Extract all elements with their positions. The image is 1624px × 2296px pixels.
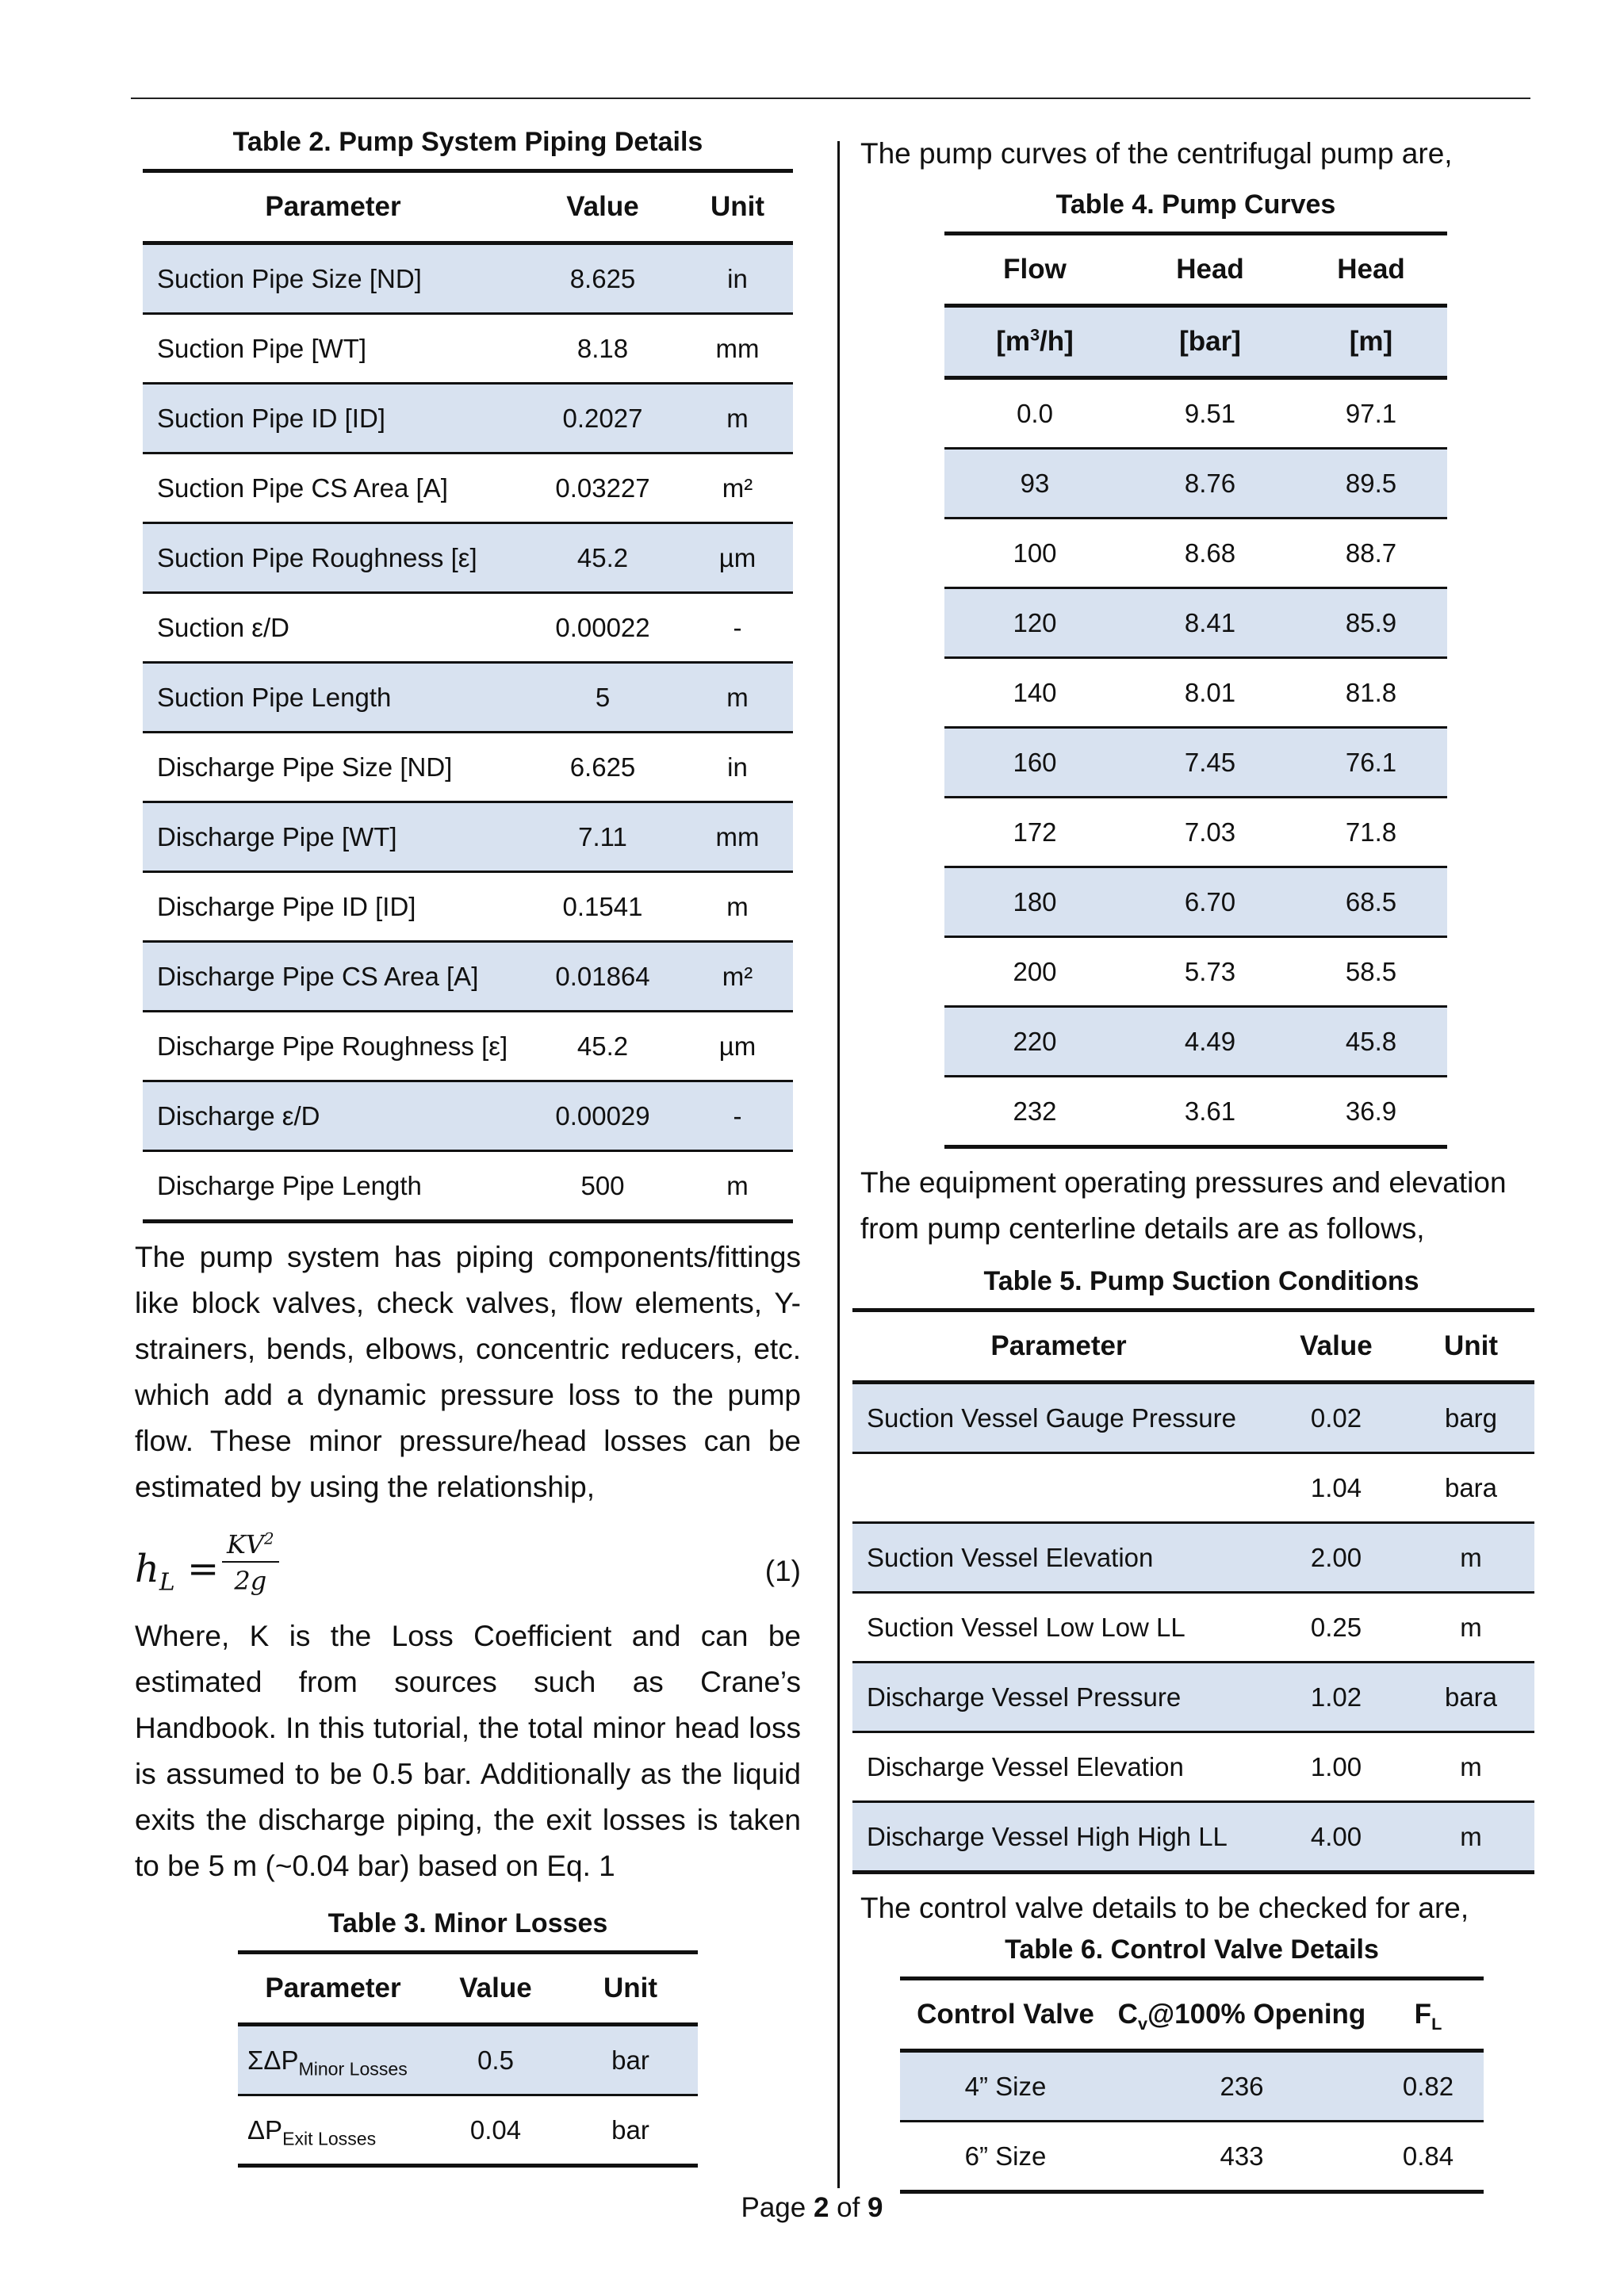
parameter-cell: Discharge Pipe [WT] bbox=[143, 802, 523, 872]
unit-cell: bar bbox=[563, 2025, 698, 2095]
head-m-cell: 58.5 bbox=[1295, 937, 1447, 1007]
value-cell: 1.04 bbox=[1265, 1453, 1408, 1523]
table-row bbox=[143, 663, 793, 733]
unit-cell: mm bbox=[682, 802, 793, 872]
unit-cell: in bbox=[682, 243, 793, 314]
table-row bbox=[143, 314, 793, 384]
table6-caption: Table 6. Control Valve Details bbox=[1005, 1934, 1379, 1965]
unit-cell: µm bbox=[682, 1012, 793, 1081]
head-bar-cell: 8.76 bbox=[1125, 449, 1295, 519]
unit-cell: m bbox=[682, 384, 793, 453]
value-cell: 0.01864 bbox=[523, 942, 682, 1012]
table2-header-parameter: Parameter bbox=[143, 171, 523, 243]
parameter-cell: Discharge Pipe Size [ND] bbox=[143, 733, 523, 802]
table4 bbox=[944, 232, 1447, 1149]
fl-cell: 0.82 bbox=[1373, 2051, 1484, 2122]
table-row bbox=[944, 728, 1447, 798]
table2-header-value: Value bbox=[523, 171, 682, 243]
value-cell: 0.03227 bbox=[523, 453, 682, 523]
value-cell: 1.02 bbox=[1265, 1663, 1408, 1732]
table-row bbox=[852, 1453, 1534, 1523]
table-row bbox=[944, 588, 1447, 658]
head-m-cell: 97.1 bbox=[1295, 378, 1447, 449]
value-cell: 0.00029 bbox=[523, 1081, 682, 1151]
equation-fraction: $\frac{KV^2}{2g}$ bbox=[222, 1529, 279, 1596]
left-column bbox=[135, 127, 801, 2168]
head-bar-cell: 3.61 bbox=[1125, 1077, 1295, 1147]
table4-unit-flow: $[m^3/h]$ bbox=[944, 306, 1125, 378]
table5-caption: Table 5. Pump Suction Conditions bbox=[983, 1266, 1419, 1296]
value-cell: 8.18 bbox=[523, 314, 682, 384]
table-row bbox=[944, 658, 1447, 728]
unit-cell: m bbox=[682, 872, 793, 942]
head-bar-cell: 8.41 bbox=[1125, 588, 1295, 658]
value-cell: 6.625 bbox=[523, 733, 682, 802]
equation-lhs: $h_L$ = bbox=[135, 1547, 220, 1597]
table6-header-cv: $C_v@100\%$ Opening bbox=[1111, 1979, 1373, 2051]
table6-header-control-valve: Control Valve bbox=[900, 1979, 1111, 2051]
flow-cell: 160 bbox=[944, 728, 1125, 798]
table-row bbox=[143, 593, 793, 663]
table2 bbox=[143, 169, 793, 1223]
paragraph-loss-coefficient: Where, K is the Loss Coefficient and can be estimated from sources such as Crane’s Handbook. In this tutorial, the total minor head loss is assumed to be 0.5 bar. Additionally as the liquid exits the discharge piping, the exit losses is taken to be 5 m (~0.04 bar) based on Eq. 1 bbox=[135, 1620, 801, 1882]
unit-cell: m bbox=[1408, 1593, 1534, 1663]
unit-cell: m² bbox=[682, 942, 793, 1012]
value-cell: 4.00 bbox=[1265, 1802, 1408, 1873]
parameter-cell: Suction Vessel Elevation bbox=[852, 1523, 1265, 1593]
table3-header-value: Value bbox=[428, 1953, 563, 2025]
table-row bbox=[143, 384, 793, 453]
value-cell: 45.2 bbox=[523, 523, 682, 593]
table-row bbox=[944, 449, 1447, 519]
value-cell: 0.1541 bbox=[523, 872, 682, 942]
table5-header-value: Value bbox=[1265, 1311, 1408, 1383]
value-cell: 45.2 bbox=[523, 1012, 682, 1081]
head-bar-cell: 8.01 bbox=[1125, 658, 1295, 728]
table-row bbox=[944, 378, 1447, 449]
table-row bbox=[143, 942, 793, 1012]
parameter-cell: Discharge Pipe Roughness [ε] bbox=[143, 1012, 523, 1081]
flow-cell: 0.0 bbox=[944, 378, 1125, 449]
head-bar-cell: 8.68 bbox=[1125, 519, 1295, 588]
equation-number: (1) bbox=[764, 1555, 801, 1587]
table4-unit-m: [m] bbox=[1295, 306, 1447, 378]
table-row bbox=[143, 523, 793, 593]
size-cell: 4” Size bbox=[900, 2051, 1111, 2122]
header-rule bbox=[131, 98, 1530, 99]
page-number: Page 2 of 9 bbox=[741, 2192, 883, 2223]
head-m-cell: 71.8 bbox=[1295, 798, 1447, 867]
table-row bbox=[852, 1732, 1534, 1802]
value-cell: 8.625 bbox=[523, 243, 682, 314]
head-m-cell: 88.7 bbox=[1295, 519, 1447, 588]
parameter-cell: Discharge Pipe ID [ID] bbox=[143, 872, 523, 942]
table-row bbox=[852, 1383, 1534, 1453]
table-row bbox=[944, 519, 1447, 588]
head-m-cell: 36.9 bbox=[1295, 1077, 1447, 1147]
unit-cell: - bbox=[682, 593, 793, 663]
table-row bbox=[143, 872, 793, 942]
flow-cell: 180 bbox=[944, 867, 1125, 937]
unit-cell: in bbox=[682, 733, 793, 802]
head-m-cell: 76.1 bbox=[1295, 728, 1447, 798]
parameter-cell: Discharge Vessel High High LL bbox=[852, 1802, 1265, 1873]
unit-cell: mm bbox=[682, 314, 793, 384]
parameter-cell: Suction Pipe CS Area [A] bbox=[143, 453, 523, 523]
value-cell: 0.02 bbox=[1265, 1383, 1408, 1453]
table-row bbox=[852, 1593, 1534, 1663]
parameter-cell bbox=[852, 1453, 1265, 1523]
value-cell: 0.04 bbox=[428, 2095, 563, 2166]
table-row bbox=[944, 798, 1447, 867]
table2-header-unit: Unit bbox=[682, 171, 793, 243]
head-m-cell: 89.5 bbox=[1295, 449, 1447, 519]
value-cell: 2.00 bbox=[1265, 1523, 1408, 1593]
table3-header-parameter: Parameter bbox=[238, 1953, 428, 2025]
flow-cell: 120 bbox=[944, 588, 1125, 658]
value-cell: 1.00 bbox=[1265, 1732, 1408, 1802]
table-row bbox=[143, 733, 793, 802]
unit-cell: - bbox=[682, 1081, 793, 1151]
value-cell: 500 bbox=[523, 1151, 682, 1222]
flow-cell: 140 bbox=[944, 658, 1125, 728]
parameter-cell: Suction Vessel Low Low LL bbox=[852, 1593, 1265, 1663]
paragraph-pump-curves-intro: The pump curves of the centrifugal pump are, bbox=[860, 137, 1453, 170]
table3 bbox=[238, 1950, 698, 2168]
paragraph-minor-losses: The pump system has piping components/fittings like block valves, check valves, flow elements, Y-strainers, bends, elbows, concentric reducers, etc. which add a dynamic pressure loss to the pump flow. These minor pressure/head losses can be estimated by using the relationship, bbox=[135, 1241, 801, 1503]
flow-cell: 200 bbox=[944, 937, 1125, 1007]
size-cell: 6” Size bbox=[900, 2122, 1111, 2192]
unit-cell: m bbox=[682, 1151, 793, 1222]
parameter-cell: Suction Pipe Size [ND] bbox=[143, 243, 523, 314]
table3-caption: Table 3. Minor Losses bbox=[327, 1908, 608, 1938]
table-row bbox=[143, 453, 793, 523]
unit-cell: barg bbox=[1408, 1383, 1534, 1453]
unit-cell: m bbox=[1408, 1523, 1534, 1593]
parameter-cell: Suction ε/D bbox=[143, 593, 523, 663]
unit-cell: bara bbox=[1408, 1453, 1534, 1523]
table5 bbox=[852, 1308, 1534, 1874]
head-bar-cell: 4.49 bbox=[1125, 1007, 1295, 1077]
flow-cell: 220 bbox=[944, 1007, 1125, 1077]
equation-1 bbox=[135, 1521, 801, 1609]
table-row bbox=[900, 2122, 1484, 2192]
table-row bbox=[944, 867, 1447, 937]
parameter-cell: $\Delta P_{Exit Losses}$ bbox=[238, 2095, 428, 2166]
head-bar-cell: 5.73 bbox=[1125, 937, 1295, 1007]
cv-cell: 236 bbox=[1111, 2051, 1373, 2122]
parameter-cell: $\Sigma\Delta P_{Minor Losses}$ bbox=[238, 2025, 428, 2095]
table-row bbox=[852, 1663, 1534, 1732]
table-row bbox=[238, 2025, 698, 2095]
flow-cell: 232 bbox=[944, 1077, 1125, 1147]
flow-cell: 100 bbox=[944, 519, 1125, 588]
table-row bbox=[944, 1007, 1447, 1077]
parameter-cell: Discharge Vessel Elevation bbox=[852, 1732, 1265, 1802]
unit-cell: m bbox=[1408, 1732, 1534, 1802]
table-row bbox=[143, 1012, 793, 1081]
parameter-cell: Discharge Pipe CS Area [A] bbox=[143, 942, 523, 1012]
paragraph-operating-pressures: The equipment operating pressures and elevation from pump centerline details are as follows, bbox=[860, 1166, 1507, 1245]
head-m-cell: 68.5 bbox=[1295, 867, 1447, 937]
parameter-cell: Discharge Pipe Length bbox=[143, 1151, 523, 1222]
table-row bbox=[238, 2095, 698, 2166]
table-row bbox=[143, 243, 793, 314]
value-cell: 0.25 bbox=[1265, 1593, 1408, 1663]
right-column bbox=[860, 127, 1542, 2194]
head-m-cell: 85.9 bbox=[1295, 588, 1447, 658]
unit-cell: bar bbox=[563, 2095, 698, 2166]
head-bar-cell: 6.70 bbox=[1125, 867, 1295, 937]
value-cell: 0.2027 bbox=[523, 384, 682, 453]
value-cell: 0.5 bbox=[428, 2025, 563, 2095]
flow-cell: 172 bbox=[944, 798, 1125, 867]
table6-header-fl: $F_L$ bbox=[1373, 1979, 1484, 2051]
parameter-cell: Suction Pipe [WT] bbox=[143, 314, 523, 384]
head-bar-cell: 9.51 bbox=[1125, 378, 1295, 449]
unit-cell: m bbox=[1408, 1802, 1534, 1873]
table5-header-unit: Unit bbox=[1408, 1311, 1534, 1383]
value-cell: 5 bbox=[523, 663, 682, 733]
column-divider bbox=[837, 141, 840, 2188]
table5-header-parameter: Parameter bbox=[852, 1311, 1265, 1383]
unit-cell: m² bbox=[682, 453, 793, 523]
table-row bbox=[852, 1802, 1534, 1873]
cv-cell: 433 bbox=[1111, 2122, 1373, 2192]
table-row bbox=[143, 1151, 793, 1222]
table-row bbox=[944, 1077, 1447, 1147]
head-m-cell: 45.8 bbox=[1295, 1007, 1447, 1077]
table4-caption: Table 4. Pump Curves bbox=[1055, 189, 1336, 220]
head-bar-cell: 7.45 bbox=[1125, 728, 1295, 798]
value-cell: 0.00022 bbox=[523, 593, 682, 663]
table-row bbox=[944, 937, 1447, 1007]
parameter-cell: Suction Pipe Length bbox=[143, 663, 523, 733]
table-row bbox=[900, 2051, 1484, 2122]
parameter-cell: Suction Pipe Roughness [ε] bbox=[143, 523, 523, 593]
value-cell: 7.11 bbox=[523, 802, 682, 872]
unit-cell: bara bbox=[1408, 1663, 1534, 1732]
table4-header-head-m: Head bbox=[1295, 234, 1447, 306]
paragraph-control-valve-intro: The control valve details to be checked for are, bbox=[860, 1892, 1469, 1924]
head-m-cell: 81.8 bbox=[1295, 658, 1447, 728]
table6 bbox=[900, 1976, 1484, 2194]
table3-header-unit: Unit bbox=[563, 1953, 698, 2025]
table-row bbox=[143, 802, 793, 872]
parameter-cell: Discharge Vessel Pressure bbox=[852, 1663, 1265, 1732]
table4-unit-bar: [bar] bbox=[1125, 306, 1295, 378]
unit-cell: m bbox=[682, 663, 793, 733]
table4-header-flow: Flow bbox=[944, 234, 1125, 306]
parameter-cell: Suction Vessel Gauge Pressure bbox=[852, 1383, 1265, 1453]
parameter-cell: Suction Pipe ID [ID] bbox=[143, 384, 523, 453]
table4-header-head-bar: Head bbox=[1125, 234, 1295, 306]
head-bar-cell: 7.03 bbox=[1125, 798, 1295, 867]
table-row bbox=[852, 1523, 1534, 1593]
unit-cell: µm bbox=[682, 523, 793, 593]
table2-caption: Table 2. Pump System Piping Details bbox=[232, 127, 703, 157]
parameter-cell: Discharge ε/D bbox=[143, 1081, 523, 1151]
flow-cell: 93 bbox=[944, 449, 1125, 519]
table-row bbox=[143, 1081, 793, 1151]
fl-cell: 0.84 bbox=[1373, 2122, 1484, 2192]
